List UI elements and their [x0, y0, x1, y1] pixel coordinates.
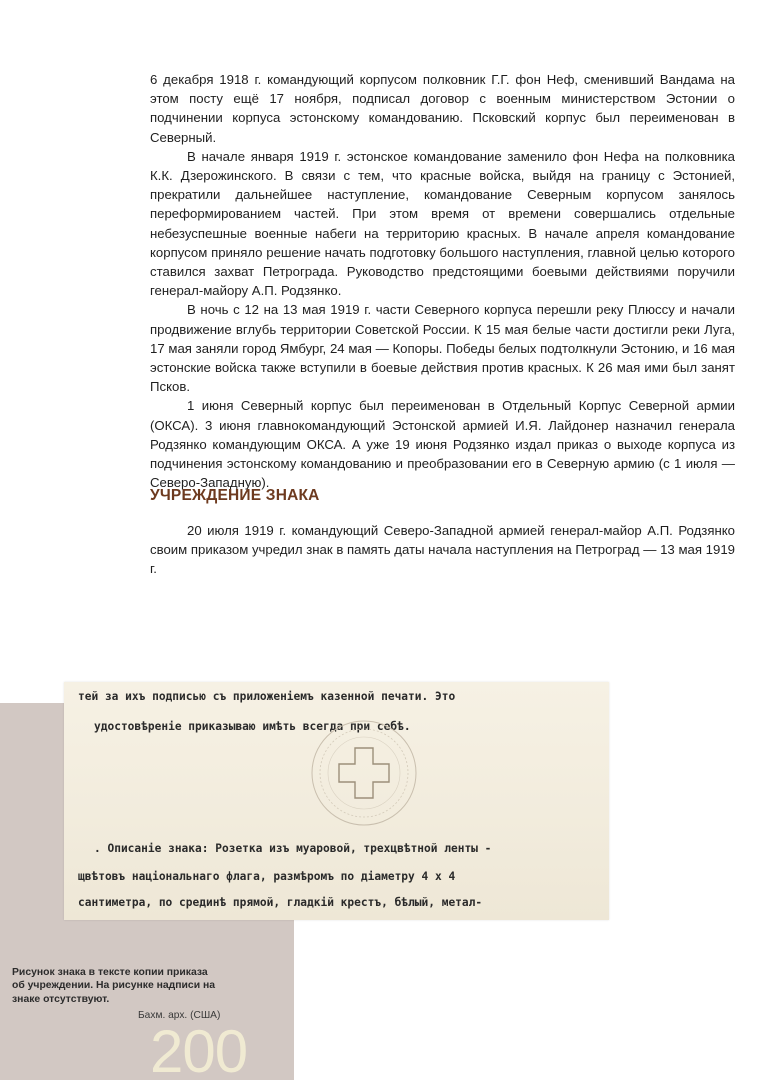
paragraph: 1 июня Северный корпус был переименован в Отдельный Корпус Северной армии (ОКСА). 3 июня главнокомандующий Эстонской армией И.Я. Лайдонер назначил генерала Родзянко командующим ОКСА. А уже 19 июня Родзянко издал приказ о выходе корпуса из подчинения эстонскому командованию и преобразовании его в Северную армию (с 1 июля — Северо-Западную).: [150, 398, 735, 491]
document-line: тей за ихъ подписью съ приложенiемъ казенной печати. Это: [78, 690, 456, 703]
paragraph: В ночь с 12 на 13 мая 1919 г. части Северного корпуса перешли реку Плюссу и начали продвижение вглубь территории Советской России. К 15 мая белые части достигли реки Луга, 17 мая заняли город Ямбург, 24 мая — Копоры. Победы белых подтолкнули Эстонию, и 16 мая эстонские войска также вступили в боевые действия против красных. К 26 мая ими был занят Псков.: [150, 302, 735, 395]
paragraph: 20 июля 1919 г. командующий Северо-Западной армией генерал-майор А.П. Родзянко своим приказом учредил знак в память даты начала наступления на Петроград — 13 мая 1919 г.: [150, 523, 735, 577]
paragraph: 6 декабря 1918 г. командующий корпусом полковник Г.Г. фон Неф, сменивший Вандама на этом посту ещё 17 ноября, подписал договор с военным министерством Эстонии о подчинении корпуса эстонскому командованию. Псковский корпус был переименован в Северный.: [150, 72, 735, 145]
paragraph: В начале января 1919 г. эстонское командование заменило фон Нефа на полковника К.К. Дзерожинского. В связи с тем, что красные войска, выйдя на границу с Эстонией, прекратили дальнейшее наступление, командование Северным корпусом занялось переформированием частей. При этом время от времени совершались отдельные небезуспешные военные набеги на территорию красных. В начале апреля командование корпусом приняло решение начать подготовку большого наступления, главной целью которого ставился захват Петрограда. Руководство предстоящими боевыми действиями поручили генерал-майору А.П. Родзянко.: [150, 148, 735, 299]
image-source: Бахм. арх. (США): [138, 1010, 221, 1021]
section-text: [150, 521, 735, 579]
body-text: [150, 70, 735, 492]
image-caption: Рисунок знака в тексте копии приказа об учреждении. На рисунке надписи на знаке отсутствуют.: [12, 967, 216, 1005]
document-line: сантиметра, по срединѣ прямой, гладкiй крестъ, бѣлый, метал-: [78, 896, 483, 909]
document-line: щвѣтовъ нацiональнаго флага, размѣромъ по дiаметру 4 х 4: [78, 870, 456, 883]
archival-document-image: [64, 682, 609, 920]
section-heading: УЧРЕЖДЕНИЕ ЗНАКА: [150, 487, 320, 504]
badge-sketch-icon: [309, 718, 419, 828]
page-number: 200: [150, 1018, 248, 1085]
document-line: . Описанiе знака: Розетка изъ муаровой, трехцвѣтной ленты -: [94, 842, 492, 855]
document-line: удостовѣренiе приказываю имѣть всегда при себѣ.: [94, 720, 411, 733]
